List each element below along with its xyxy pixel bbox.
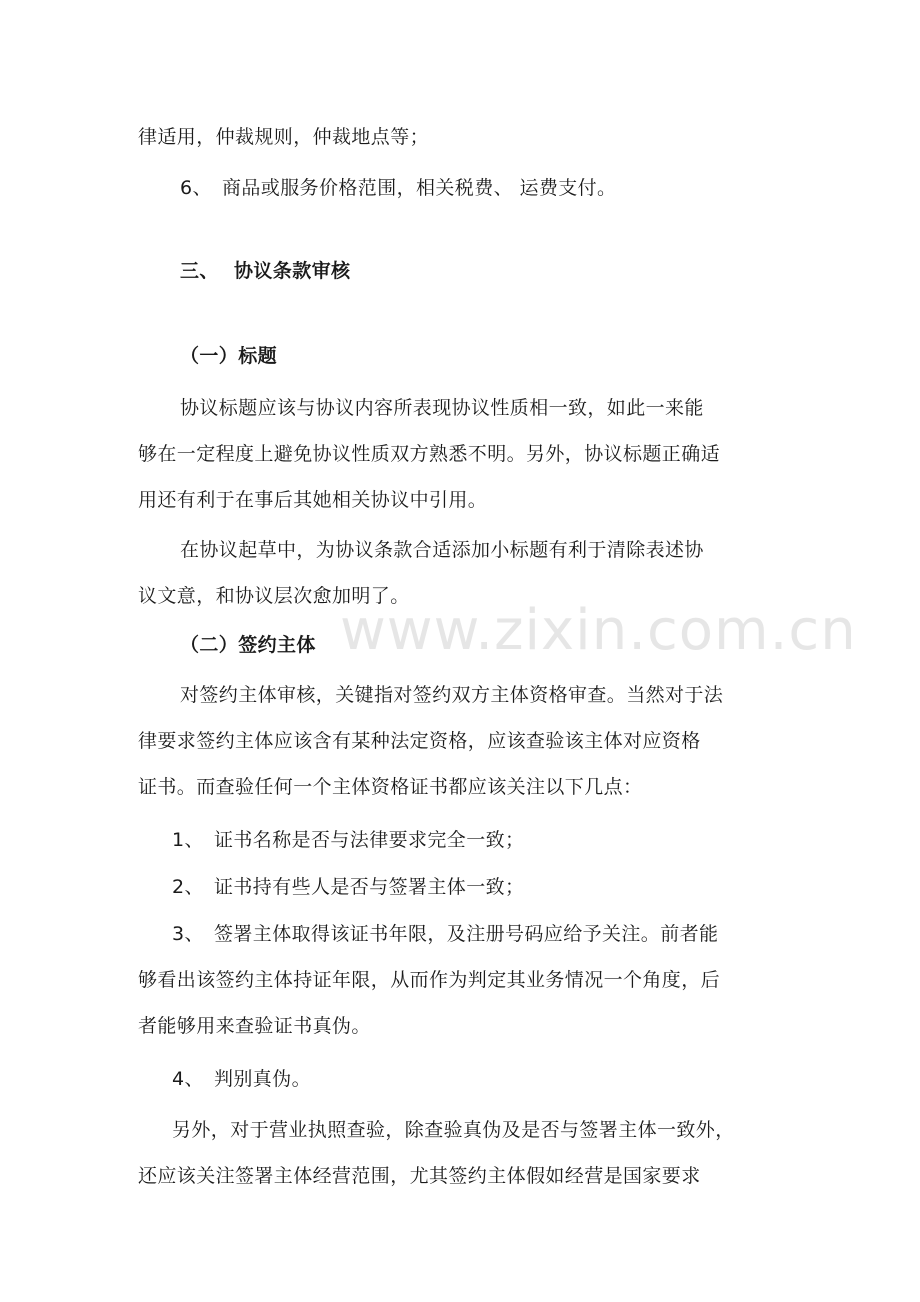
paragraph-line: 还应该关注签署主体经营范围，尤其签约主体假如经营是国家要求 [138,1165,701,1187]
list-item-3 [172,921,822,947]
list-number: 6、 [180,177,212,199]
paragraph-line: 者能够用来查验证书真伪。 [138,1015,371,1037]
paragraph-line: 在协议起草中，为协议条款合适添加小标题有利于清除表述协 [180,539,704,561]
paragraph-line: 协议标题应该与协议内容所表现协议性质相一致，如此一来能 [180,397,704,419]
section-heading-3 [180,258,830,284]
list-item-6 [180,175,830,201]
paragraph-line: 对签约主体审核，关键指对签约双方主体资格审查。当然对于法 [180,684,724,706]
section-number: 三、 [180,260,219,282]
list-number: 4、 [172,1068,204,1090]
paragraph-line: 证书。而查验任何一个主体资格证书都应该关注以下几点： [138,776,643,798]
paragraph-line: 够看出该签约主体持证年限，从而作为判定其业务情况一个角度，后 [138,969,721,991]
paragraph-line: 议文意，和协议层次愈加明了。 [138,585,410,607]
list-item-text: 证书持有些人是否与签署主体一致； [214,876,525,898]
list-number: 2、 [172,876,204,898]
subsection-heading-party: （二）签约主体 [180,634,316,656]
list-item-text: 证书名称是否与法律要求完全一致； [214,829,525,851]
list-item-text: 商品或服务价格范围，相关税费、 运费支付。 [222,177,617,199]
list-item-2 [172,874,822,900]
subsection-heading-title: （一）标题 [180,345,278,367]
list-item-text: 判别真伪。 [214,1068,312,1090]
list-item-text: 签署主体取得该证书年限，及注册号码应给予关注。前者能 [214,923,719,945]
list-number: 1、 [172,829,204,851]
paragraph-line: 律要求签约主体应该含有某种法定资格，应该查验该主体对应资格 [138,730,701,752]
paragraph-line: 够在一定程度上避免协议性质双方熟悉不明。另外，协议标题正确适 [138,443,721,465]
list-number: 3、 [172,923,204,945]
list-item-1 [172,827,822,853]
paragraph-line: 另外，对于营业执照查验，除查验真伪及是否与签署主体一致外， [172,1119,735,1141]
list-item-4 [172,1066,822,1092]
section-title: 协议条款审核 [234,260,351,282]
text-line: 律适用，仲裁规则，仲裁地点等； [138,126,430,148]
watermark: www.zixin.com.cn [340,598,857,663]
paragraph-line: 用还有利于在事后其她相关协议中引用。 [138,489,488,511]
